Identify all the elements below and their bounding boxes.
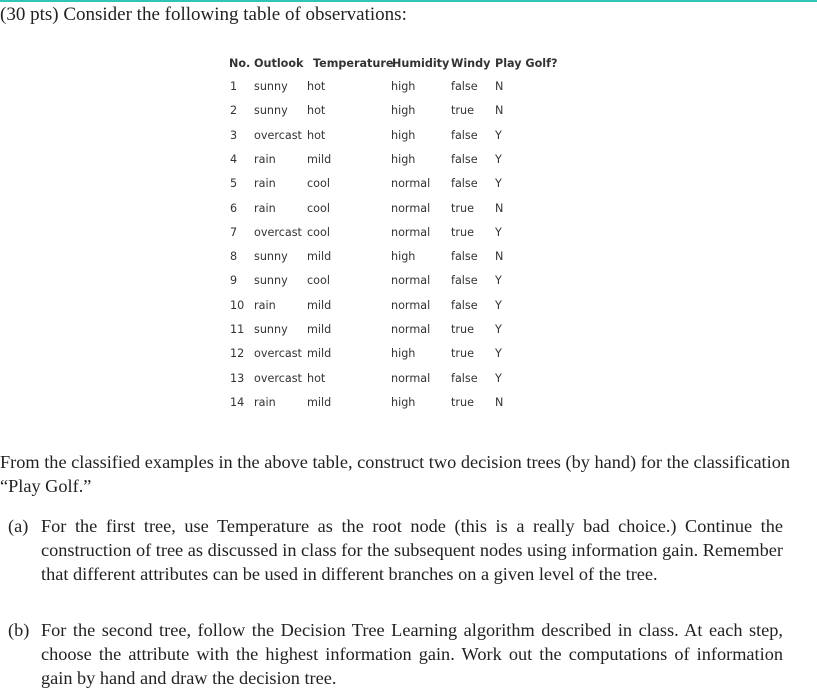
cell-outlook: rain (254, 152, 276, 166)
cell-windy: false (451, 371, 478, 385)
cell-temperature: cool (307, 177, 330, 191)
cell-windy: false (451, 128, 478, 142)
cell-humidity: normal (391, 371, 431, 385)
cell-outlook: overcast (254, 371, 302, 385)
cell-no: 10 (230, 298, 245, 312)
cell-windy: true (451, 225, 474, 239)
cell-windy: false (451, 298, 478, 312)
cell-outlook: rain (254, 395, 276, 409)
cell-temperature: mild (307, 323, 332, 336)
cell-no: 13 (230, 371, 245, 385)
cell-temperature: cool (307, 201, 330, 215)
cell-no: 1 (230, 80, 238, 93)
cell-windy: false (451, 152, 478, 166)
cell-humidity: high (391, 395, 416, 409)
cell-windy: true (451, 395, 474, 409)
cell-windy: false (451, 80, 478, 93)
cell-temperature: hot (307, 104, 326, 118)
cell-humidity: normal (391, 201, 431, 215)
cell-temperature: mild (307, 347, 332, 361)
intro-paragraph: From the classified examples in the above table, construct two decision trees (by hand) for the classification “Play Golf.” (0, 452, 790, 496)
header-temperature: Temperature (313, 57, 394, 70)
cell-play-golf: N (495, 250, 504, 264)
cell-humidity: high (391, 347, 416, 361)
cell-no: 2 (230, 104, 238, 118)
cell-temperature: mild (307, 152, 332, 166)
cell-play-golf: Y (495, 177, 502, 191)
cell-outlook: overcast (254, 347, 302, 361)
cell-humidity: high (391, 80, 416, 93)
cell-play-golf: N (495, 80, 504, 93)
cell-temperature: cool (307, 225, 330, 239)
question-heading: (30 pts) Consider the following table of observations: (0, 4, 407, 25)
cell-temperature: hot (307, 128, 326, 142)
top-border-line (0, 0, 817, 2)
cell-no: 12 (230, 347, 245, 361)
item-text: For the second tree, follow the Decision Tree Learning algorithm described in class. At each step, choose the attribute with the highest information gain. Work out the computations of information gain by hand and draw the decision tree. (41, 620, 783, 688)
cell-no: 14 (230, 395, 245, 409)
cell-windy: false (451, 177, 478, 191)
cell-temperature: cool (307, 274, 330, 288)
cell-play-golf: Y (495, 298, 502, 312)
cell-humidity: high (391, 104, 416, 118)
cell-humidity: normal (391, 225, 431, 239)
cell-outlook: overcast (254, 225, 302, 239)
cell-play-golf: N (495, 104, 504, 118)
cell-outlook: sunny (254, 274, 288, 288)
cell-play-golf: Y (495, 274, 502, 288)
cell-play-golf: Y (495, 371, 502, 385)
cell-play-golf: Y (495, 323, 502, 336)
cell-temperature: hot (307, 371, 326, 385)
cell-no: 6 (230, 201, 238, 215)
cell-humidity: normal (391, 274, 431, 288)
cell-windy: true (451, 323, 474, 336)
cell-humidity: high (391, 152, 416, 166)
cell-temperature: mild (307, 250, 332, 264)
item-marker: (b) (8, 620, 30, 640)
cell-no: 9 (230, 274, 238, 288)
header-humidity: Humidity (392, 57, 450, 70)
cell-temperature: mild (307, 395, 332, 409)
cell-windy: true (451, 347, 474, 361)
cell-humidity: normal (391, 298, 431, 312)
cell-outlook: rain (254, 177, 276, 191)
cell-play-golf: Y (495, 347, 502, 361)
cell-outlook: sunny (254, 80, 288, 93)
cell-play-golf: N (495, 395, 504, 409)
item-marker: (a) (8, 516, 29, 536)
cell-humidity: high (391, 250, 416, 264)
cell-humidity: high (391, 128, 416, 142)
cell-outlook: rain (254, 298, 276, 312)
cell-outlook: rain (254, 201, 276, 215)
cell-no: 8 (230, 250, 238, 264)
cell-humidity: normal (391, 323, 431, 336)
cell-outlook: sunny (254, 104, 288, 118)
cell-windy: false (451, 274, 478, 288)
cell-no: 4 (230, 152, 238, 166)
cell-windy: false (451, 250, 478, 264)
cell-no: 11 (230, 323, 245, 336)
cell-temperature: mild (307, 298, 332, 312)
cell-no: 5 (230, 177, 238, 191)
header-no: No. (229, 57, 251, 70)
cell-outlook: sunny (254, 323, 288, 336)
cell-outlook: overcast (254, 128, 302, 142)
cell-windy: true (451, 104, 474, 118)
cell-humidity: normal (391, 177, 431, 191)
header-outlook: Outlook (254, 57, 304, 70)
cell-play-golf: N (495, 201, 504, 215)
header-play-golf: Play Golf? (495, 57, 558, 70)
cell-play-golf: Y (495, 152, 502, 166)
item-text: For the first tree, use Temperature as the root node (this is a really bad choice.) Continue the construction of tree as discussed in class for the subsequent nodes using information gain. Remember that different attributes can be used in different branches on a given level of the tree. (41, 516, 783, 584)
cell-no: 3 (230, 128, 238, 142)
cell-play-golf: Y (495, 128, 502, 142)
cell-no: 7 (230, 225, 238, 239)
cell-outlook: sunny (254, 250, 288, 264)
cell-temperature: hot (307, 80, 326, 93)
cell-play-golf: Y (495, 225, 502, 239)
cell-windy: true (451, 201, 474, 215)
header-windy: Windy (451, 57, 491, 70)
